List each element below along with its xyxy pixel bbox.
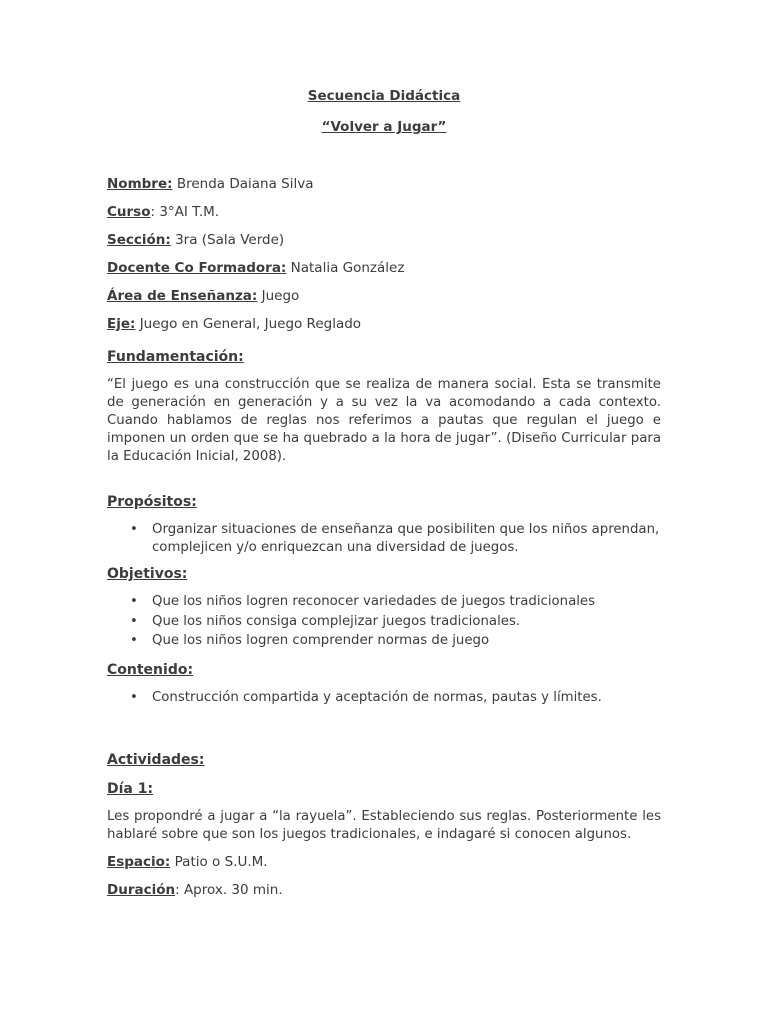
- heading-contenido: Contenido:: [107, 661, 194, 678]
- field-area-label: Área de Enseñanza:: [107, 288, 258, 304]
- field-eje-value: Juego en General, Juego Reglado: [135, 316, 362, 332]
- field-area-value: Juego: [257, 288, 300, 304]
- field-seccion-label: Sección:: [107, 232, 171, 248]
- field-curso: [107, 204, 661, 221]
- doc-subtitle: “Volver a Jugar”: [321, 119, 447, 135]
- field-area: [107, 288, 661, 305]
- field-curso-label: Curso: [107, 204, 151, 220]
- field-seccion: [107, 232, 661, 249]
- contenido-list: [107, 689, 661, 707]
- field-seccion-value: 3ra (Sala Verde): [170, 232, 285, 248]
- list-item: • Organizar situaciones de enseñanza que posibiliten que los niños aprendan, complejicen y/o enriquezcan una diversidad de juegos.: [152, 521, 661, 556]
- field-nombre-label: Nombre:: [107, 176, 173, 192]
- heading-actividades: Actividades:: [107, 752, 205, 768]
- list-item: • Construcción compartida y aceptación de normas, pautas y límites.: [152, 689, 661, 707]
- objetivos-list: [107, 593, 661, 650]
- field-espacio: [107, 854, 661, 871]
- doc-title: Secuencia Didáctica: [307, 88, 461, 104]
- info-fields: [107, 176, 661, 333]
- field-docente-label: Docente Co Formadora:: [107, 260, 287, 276]
- heading-fundamentacion: Fundamentación:: [107, 349, 244, 365]
- heading-objetivos: Objetivos:: [107, 566, 188, 582]
- field-docente-value: Natalia González: [286, 260, 405, 276]
- field-eje-label: Eje:: [107, 316, 136, 332]
- field-espacio-value: Patio o S.U.M.: [170, 854, 268, 870]
- heading-propositos: Propósitos:: [107, 494, 197, 510]
- dia-1-body: Les propondré a jugar a “la rayuela”. Estableciendo sus reglas. Posteriormente les hablaré sobre que son los juegos tradicionales, e indagaré si conocen algunos.: [107, 809, 661, 842]
- list-item: • Que los niños logren comprender normas de juego: [152, 632, 661, 650]
- field-docente: [107, 260, 661, 277]
- field-nombre: [107, 176, 661, 193]
- propositos-list: [107, 521, 661, 556]
- fundamentacion-body: “El juego es una construcción que se realiza de manera social. Esta se transmite de generación en generación y a su vez la va acomodando a cada contexto. Cuando hablamos de reglas nos referimos a pautas que regulan el juego e imponen un orden que se ha quebrado a la hora de jugar”. (Diseño Curricular para la Educación Inicial, 2008).: [107, 377, 661, 464]
- heading-dia-1: Día 1:: [107, 781, 154, 797]
- field-duracion: [107, 882, 661, 899]
- field-espacio-label: Espacio:: [107, 854, 171, 870]
- field-eje: [107, 316, 661, 333]
- field-duracion-label: Duración: [107, 882, 176, 898]
- list-item: • Que los niños consiga complejizar juegos tradicionales.: [152, 613, 661, 631]
- field-curso-value: : 3°AI T.M.: [150, 204, 220, 220]
- field-nombre-value: Brenda Daiana Silva: [172, 176, 314, 192]
- field-duracion-value: : Aprox. 30 min.: [175, 882, 283, 898]
- list-item: • Que los niños logren reconocer variedades de juegos tradicionales: [152, 593, 661, 611]
